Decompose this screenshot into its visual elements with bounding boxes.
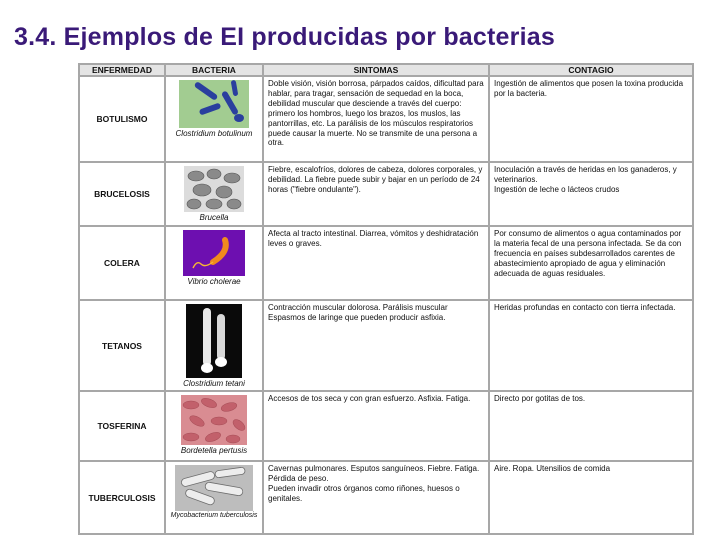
table-row [79, 226, 693, 300]
disease-name: TOSFERINA [79, 391, 165, 461]
symptoms-text: Fiebre, escalofríos, dolores de cabeza, dolores corporales, y debilidad. La fiebre puede subir y bajar en un período de 24 horas ("fiebre ondulante"). [263, 162, 489, 226]
diseases-table [78, 63, 694, 535]
disease-name: COLERA [79, 226, 165, 300]
botulinum-micrograph-image [179, 80, 249, 128]
bacteria-label: Clostridium tetani [183, 379, 245, 388]
table-row [79, 391, 693, 461]
bacteria-label: Clostridium botulinum [175, 129, 253, 138]
page-title: 3.4. Ejemplos de EI producidas por bacterias [14, 23, 555, 51]
contagion-text: Heridas profundas en contacto con tierra infectada. [489, 300, 693, 391]
symptoms-text: Cavernas pulmonares. Esputos sanguíneos. Fiebre. Fatiga. Pérdida de peso. Pueden invadir otros órganos como riñones, huesos o genitales. [263, 461, 489, 534]
bacteria-cell [165, 162, 263, 226]
contagion-text: Aire. Ropa. Utensilios de comida [489, 461, 693, 534]
bacteria-cell [165, 226, 263, 300]
symptoms-text: Afecta al tracto intestinal. Diarrea, vómitos y deshidratación leves o graves. [263, 226, 489, 300]
bacteria-label: Vibrio cholerae [187, 277, 241, 286]
table-header-row [79, 64, 693, 76]
disease-name: TUBERCULOSIS [79, 461, 165, 534]
header-contagio: CONTAGIO [489, 64, 693, 76]
bacteria-cell [165, 76, 263, 162]
symptoms-text: Contracción muscular dolorosa. Parálisis muscular Espasmos de laringe que pueden producir asfixia. [263, 300, 489, 391]
pertusis-micrograph-image [181, 395, 247, 445]
header-bacteria: BACTERIA [165, 64, 263, 76]
bacteria-label: Mycobacterium tuberculosis [170, 512, 258, 519]
header-sintomas: SINTOMAS [263, 64, 489, 76]
table-row [79, 461, 693, 534]
table-row [79, 300, 693, 391]
brucella-micrograph-image [184, 166, 244, 212]
symptoms-text: Accesos de tos seca y con gran esfuerzo. Asfixia. Fatiga. [263, 391, 489, 461]
bacteria-cell [165, 300, 263, 391]
cholerae-micrograph-image [183, 230, 245, 276]
table-row [79, 162, 693, 226]
bacteria-label: Bordetella pertusis [180, 446, 248, 455]
disease-name: BOTULISMO [79, 76, 165, 162]
bacteria-label: Brucella [199, 213, 229, 222]
contagion-text: Por consumo de alimentos o agua contaminados por la materia fecal de una persona infectada. Se da con frecuencia en países subdesarrollados carentes de abastecimiento apropiado de agua y eliminación adecuada de aguas residuales. [489, 226, 693, 300]
contagion-text: Ingestión de alimentos que posen la toxina producida por la bacteria. [489, 76, 693, 162]
contagion-text: Directo por gotitas de tos. [489, 391, 693, 461]
bacteria-cell [165, 391, 263, 461]
tetani-micrograph-image [186, 304, 242, 378]
table-row [79, 76, 693, 162]
mycobacterium-micrograph-image [175, 465, 253, 511]
header-enfermedad: ENFERMEDAD [79, 64, 165, 76]
symptoms-text: Doble visión, visión borrosa, párpados caídos, dificultad para hablar, para tragar, sensación de sequedad en la boca, debilidad muscular que desciende a través del cuerpo: primero los hombros, luego los brazos, los muslos, las pantorrillas, etc. La parálisis de los músculos respiratorios puede causar la muerte. No se transmite de una persona a otra. [263, 76, 489, 162]
contagion-text: Inoculación a través de heridas en los ganaderos, y veterinarios. Ingestión de leche o lácteos crudos [489, 162, 693, 226]
disease-name: TETANOS [79, 300, 165, 391]
bacteria-cell [165, 461, 263, 534]
disease-name: BRUCELOSIS [79, 162, 165, 226]
